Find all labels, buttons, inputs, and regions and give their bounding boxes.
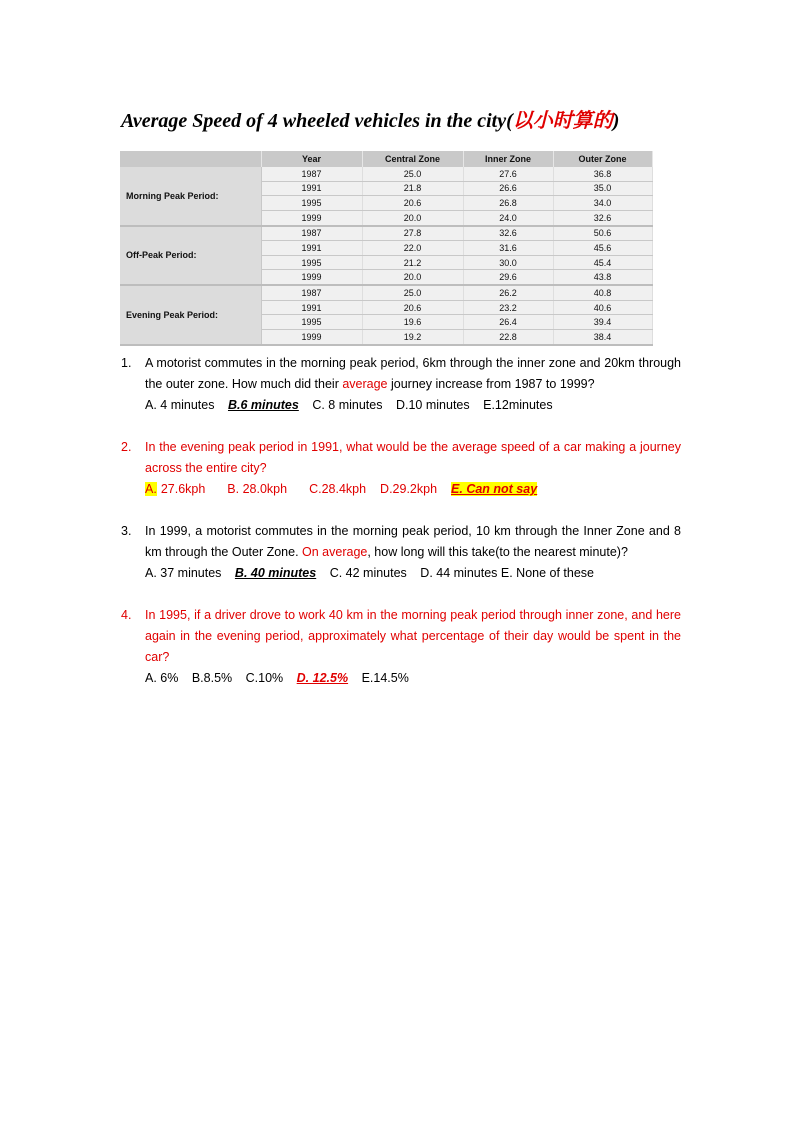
question-number: 4. — [121, 608, 132, 622]
cell-outer: 36.8 — [553, 167, 652, 181]
cell-inner: 26.8 — [463, 196, 553, 211]
question-number: 3. — [121, 524, 132, 538]
cell-central: 20.6 — [362, 196, 463, 211]
cell-year: 1999 — [261, 210, 362, 225]
cell-central: 21.2 — [362, 255, 463, 270]
cell-inner: 29.6 — [463, 270, 553, 285]
cell-inner: 26.6 — [463, 181, 553, 196]
cell-year: 1991 — [261, 181, 362, 196]
header-outer-zone: Outer Zone — [553, 151, 652, 167]
question-2 — [121, 437, 681, 500]
option-d[interactable]: D.29.2kph — [380, 482, 438, 496]
option-a-letter[interactable]: A. — [145, 482, 157, 496]
question-text-part: A motorist commutes in the morning peak period, 6km through the inner zone and 20km through the outer zone. How much did their — [145, 356, 681, 391]
cell-year: 1987 — [261, 226, 362, 241]
cell-central: 22.0 — [362, 241, 463, 256]
option-d[interactable]: D.10 minutes — [395, 398, 470, 412]
cell-outer: 34.0 — [553, 196, 652, 211]
title-main: Average Speed of 4 wheeled vehicles in the city( — [121, 110, 513, 132]
cell-inner: 24.0 — [463, 210, 553, 225]
cell-outer: 39.4 — [553, 315, 652, 330]
option-a[interactable]: A. 37 minutes — [145, 566, 222, 580]
answer-options — [145, 479, 681, 500]
cell-outer: 43.8 — [553, 270, 652, 285]
option-c[interactable]: C. 8 minutes — [312, 398, 383, 412]
cell-central: 21.8 — [362, 181, 463, 196]
header-year: Year — [261, 151, 362, 167]
cell-central: 25.0 — [362, 167, 463, 181]
cell-central: 27.8 — [362, 226, 463, 241]
cell-central: 25.0 — [362, 285, 463, 300]
option-b[interactable]: B.8.5% — [191, 671, 233, 685]
cell-central: 19.6 — [362, 315, 463, 330]
cell-year: 1991 — [261, 241, 362, 256]
header-central-zone: Central Zone — [362, 151, 463, 167]
cell-outer: 45.4 — [553, 255, 652, 270]
question-text-part: , how long will this take(to the nearest minute)? — [367, 545, 628, 559]
option-d-answer[interactable]: D. 12.5% — [296, 671, 349, 685]
period-off-peak: Off-Peak Period: — [120, 226, 261, 286]
table-row — [120, 167, 652, 181]
title-chinese: 以小时算的 — [512, 110, 613, 132]
option-b-answer[interactable]: B. 40 minutes — [234, 566, 317, 580]
question-text — [145, 521, 681, 563]
question-text-highlight: average — [342, 377, 388, 391]
cell-year: 1987 — [261, 285, 362, 300]
question-4 — [121, 605, 681, 689]
option-a[interactable]: A. 4 minutes — [145, 398, 215, 412]
question-text-part: In 1999, a motorist commutes in the morning peak period, 10 km through the Inner Zone and 8 km through the Outer Zone. — [145, 524, 681, 559]
cell-year: 1995 — [261, 315, 362, 330]
option-a[interactable]: 27.6kph — [160, 482, 206, 496]
cell-central: 20.0 — [362, 210, 463, 225]
cell-outer: 40.8 — [553, 285, 652, 300]
question-3 — [121, 521, 681, 584]
option-e[interactable]: E.14.5% — [361, 671, 409, 685]
cell-outer: 35.0 — [553, 181, 652, 196]
cell-year: 1991 — [261, 300, 362, 315]
cell-inner: 27.6 — [463, 167, 553, 181]
cell-central: 19.2 — [362, 330, 463, 345]
option-d-e[interactable]: D. 44 minutes E. None of these — [420, 566, 595, 580]
option-a[interactable]: A. 6% — [145, 671, 179, 685]
speed-table — [120, 151, 653, 346]
cell-inner: 30.0 — [463, 255, 553, 270]
question-text-highlight: On average — [302, 545, 368, 559]
cell-inner: 23.2 — [463, 300, 553, 315]
cell-year: 1987 — [261, 167, 362, 181]
cell-outer: 45.6 — [553, 241, 652, 256]
option-b[interactable]: B. 28.0kph — [227, 482, 288, 496]
option-b-answer[interactable]: B.6 minutes — [227, 398, 299, 412]
page-title — [121, 104, 619, 133]
cell-inner: 26.4 — [463, 315, 553, 330]
table-header-row — [120, 151, 652, 167]
cell-central: 20.0 — [362, 270, 463, 285]
period-morning: Morning Peak Period: — [120, 167, 261, 226]
question-1 — [121, 353, 681, 416]
option-e[interactable]: E.12minutes — [483, 398, 553, 412]
table-row — [120, 226, 652, 241]
option-c[interactable]: C.28.4kph — [309, 482, 367, 496]
question-number: 1. — [121, 356, 132, 370]
answer-options — [145, 395, 681, 416]
cell-central: 20.6 — [362, 300, 463, 315]
question-text: In the evening peak period in 1991, what would be the average speed of a car making a journey across the entire city? — [145, 440, 681, 475]
header-period — [120, 151, 261, 167]
cell-outer: 50.6 — [553, 226, 652, 241]
cell-year: 1995 — [261, 196, 362, 211]
question-text — [145, 353, 681, 395]
cell-outer: 38.4 — [553, 330, 652, 345]
title-close: ) — [612, 110, 620, 132]
period-evening: Evening Peak Period: — [120, 285, 261, 345]
option-e-answer[interactable]: E. Can not say — [451, 482, 538, 496]
table-row — [120, 285, 652, 300]
header-inner-zone: Inner Zone — [463, 151, 553, 167]
cell-inner: 26.2 — [463, 285, 553, 300]
cell-outer: 32.6 — [553, 210, 652, 225]
cell-inner: 22.8 — [463, 330, 553, 345]
cell-year: 1995 — [261, 255, 362, 270]
cell-year: 1999 — [261, 330, 362, 345]
question-text: In 1995, if a driver drove to work 40 km in the morning peak period through inner zone, and here again in the evening period, approximately what percentage of their day would be spent in the car? — [145, 608, 681, 664]
cell-inner: 32.6 — [463, 226, 553, 241]
cell-inner: 31.6 — [463, 241, 553, 256]
answer-options — [145, 668, 681, 689]
cell-outer: 40.6 — [553, 300, 652, 315]
option-c[interactable]: C.10% — [245, 671, 284, 685]
question-text-part: journey increase from 1987 to 1999? — [387, 377, 595, 391]
answer-options — [145, 563, 681, 584]
cell-year: 1999 — [261, 270, 362, 285]
question-number: 2. — [121, 440, 132, 454]
option-c[interactable]: C. 42 minutes — [329, 566, 407, 580]
